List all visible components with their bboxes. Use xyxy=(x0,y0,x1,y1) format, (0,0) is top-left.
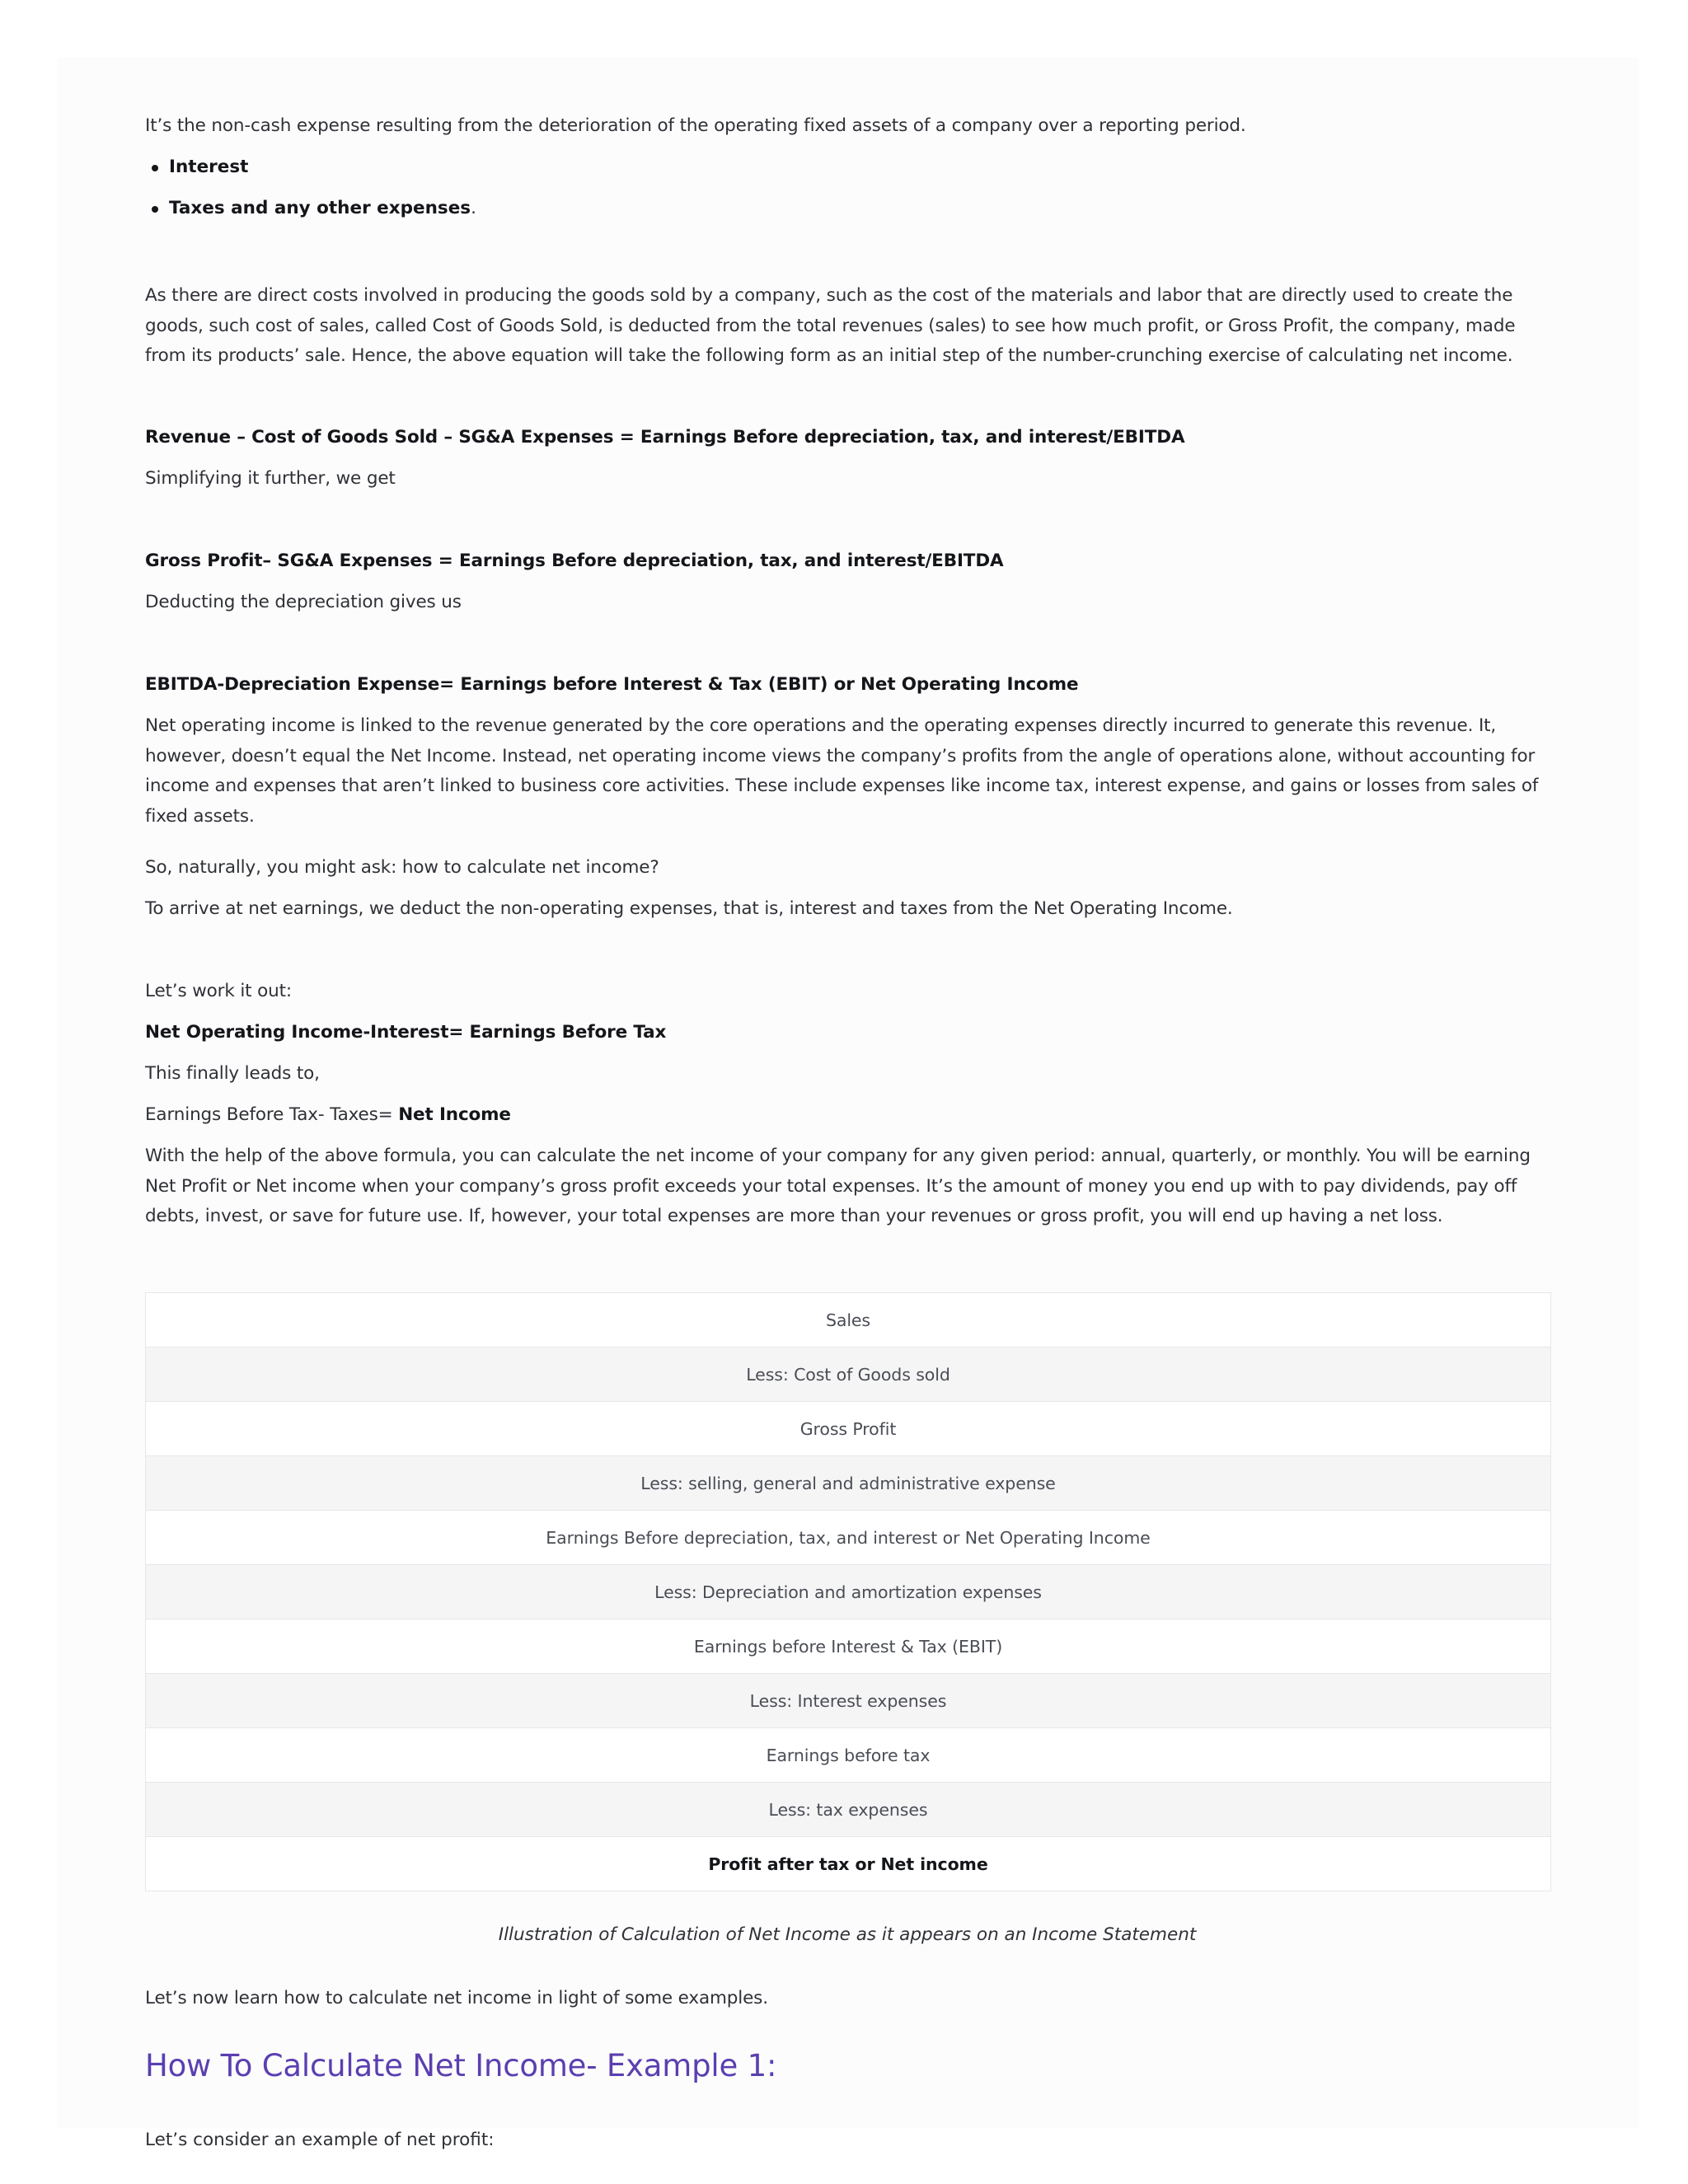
list-item-label xyxy=(169,194,476,224)
leads-line: This finally leads to, xyxy=(145,1063,320,1084)
table-row: Less: Interest expenses xyxy=(146,1673,1550,1727)
simplify-line: Simplifying it further, we get xyxy=(145,468,396,489)
formula-revenue: Revenue – Cost of Goods Sold – SG&A Expenses = Earnings Before depreciation, tax, and interest/EBITDA xyxy=(145,427,1185,448)
table-row: Less: tax expenses xyxy=(146,1782,1550,1836)
example-intro-line: Let’s consider an example of net profit: xyxy=(145,2129,495,2150)
table-caption: Illustration of Calculation of Net Income as it appears on an Income Statement xyxy=(498,1924,1197,1945)
bullet-dot xyxy=(152,165,158,171)
table-row: Less: Depreciation and amortization expenses xyxy=(146,1564,1550,1619)
noi-paragraph: Net operating income is linked to the revenue generated by the core operations and the operating expenses directly incurred to generate this revenue. It, however, doesn’t equal the Net Income. Instead, net operating income views the company’s profits from the angle of operations alone, without accounting for income and expenses that aren’t linked to business core activities. These include expenses like income tax, interest expense, and gains or losses from sales of fixed assets. xyxy=(145,715,1539,827)
table-row-total: Profit after tax or Net income xyxy=(146,1836,1550,1891)
table-row: Earnings before tax xyxy=(146,1727,1550,1782)
formula-ebit: EBITDA-Depreciation Expense= Earnings before Interest & Tax (EBIT) or Net Operating Income xyxy=(145,674,1079,695)
table-row: Earnings before Interest & Tax (EBIT) xyxy=(146,1619,1550,1673)
article-body xyxy=(58,58,1639,2150)
help-paragraph: With the help of the above formula, you can calculate the net income of your company for any given period: annual, quarterly, or monthly. You will be earning Net Profit or Net income when your company’s gross profit exceeds your total expenses. It’s the amount of money you end up with to pay dividends, pay off debts, invest, or save for future use. If, however, your total expenses are more than your revenues or gross profit, you will end up having a net loss. xyxy=(145,1146,1531,1226)
table-row: Sales xyxy=(146,1293,1550,1347)
list-item-suffix: . xyxy=(471,198,476,218)
learn-line: Let’s now learn how to calculate net income in light of some examples. xyxy=(145,1988,768,2008)
formula-gross-profit: Gross Profit– SG&A Expenses = Earnings Before depreciation, tax, and interest/EBITDA xyxy=(145,551,1004,571)
list-item-label: Interest xyxy=(169,157,249,177)
formula-net-income-bold: Net Income xyxy=(398,1104,511,1125)
work-line: Let’s work it out: xyxy=(145,981,292,1001)
deduct-line: Deducting the depreciation gives us xyxy=(145,592,462,612)
income-statement-table xyxy=(145,1292,1551,1891)
cogs-paragraph: As there are direct costs involved in producing the goods sold by a company, such as the cost of the materials and labor that are directly used to create the goods, such cost of sales, called Cost of Goods Sold, is deducted from the total revenues (sales) to see how much profit, or Gross Profit, the company, made from its products’ sale. Hence, the above equation will take the following form as an initial step of the number-crunching exercise of calculating net income. xyxy=(145,285,1516,366)
table-row: Less: Cost of Goods sold xyxy=(146,1347,1550,1401)
example-heading: How To Calculate Net Income- Example 1: xyxy=(145,2048,777,2083)
arrive-line: To arrive at net earnings, we deduct the non-operating expenses, that is, interest and taxes from the Net Operating Income. xyxy=(145,898,1233,919)
list-item-bold: Taxes and any other expenses xyxy=(169,198,471,218)
formula-net-income-prefix: Earnings Before Tax- Taxes= xyxy=(145,1104,399,1125)
ask-line: So, naturally, you might ask: how to calculate net income? xyxy=(145,857,659,878)
table-row: Earnings Before depreciation, tax, and interest or Net Operating Income xyxy=(146,1510,1550,1564)
table-row: Less: selling, general and administrative expense xyxy=(146,1455,1550,1510)
intro-paragraph: It’s the non-cash expense resulting from the deterioration of the operating fixed assets of a company over a reporting period. xyxy=(145,115,1246,136)
formula-ebt: Net Operating Income-Interest= Earnings Before Tax xyxy=(145,1022,667,1043)
bullet-dot xyxy=(152,206,158,213)
table-row: Gross Profit xyxy=(146,1401,1550,1455)
formula-net-income xyxy=(145,1100,511,1131)
